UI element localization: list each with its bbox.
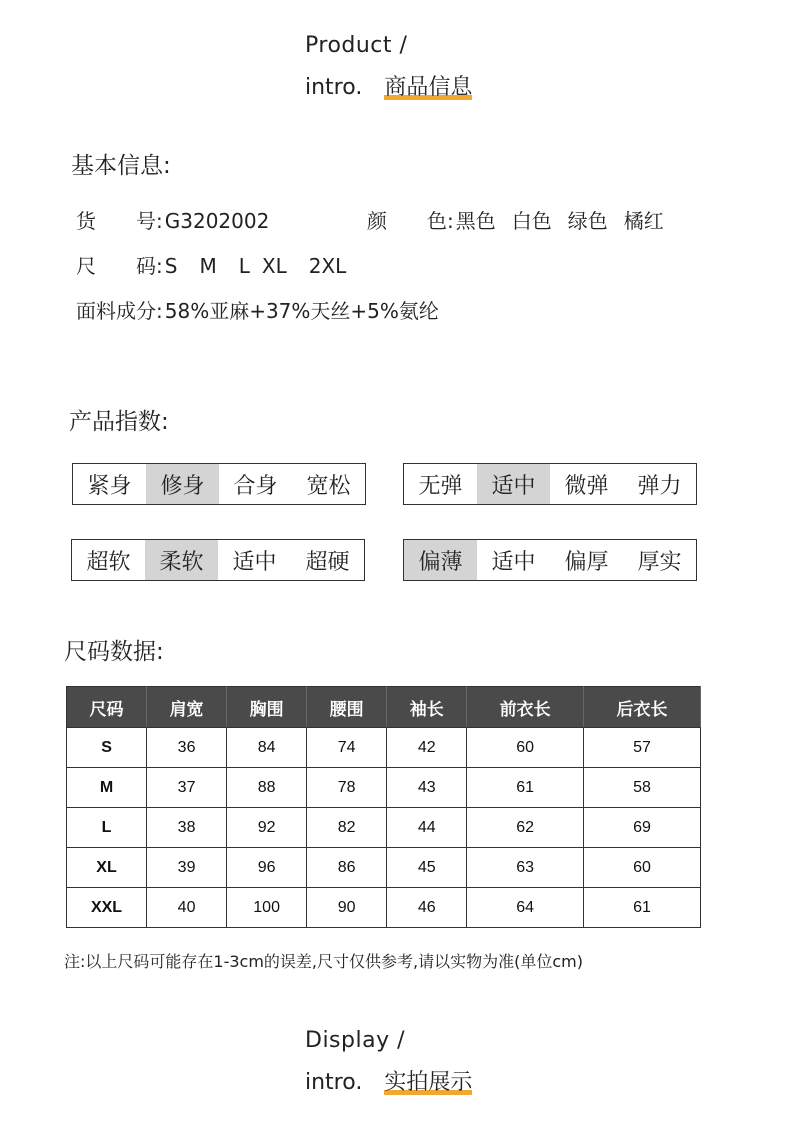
product-intro-en: intro.	[305, 75, 363, 100]
fabric-label: 面料成分:	[76, 299, 163, 323]
softness-option-1-selected: 柔软	[145, 540, 218, 580]
basic-info-title: 基本信息:	[71, 153, 171, 179]
table-cell: 38	[147, 808, 227, 848]
table-cell: 42	[387, 728, 467, 768]
fit-index-box	[72, 463, 366, 505]
color-value-2: 绿色	[567, 209, 608, 233]
size-row	[76, 250, 346, 279]
display-intro-cn: 实拍展示	[384, 1070, 473, 1095]
table-cell: 61	[467, 768, 584, 808]
softness-option-3: 超硬	[305, 549, 350, 575]
table-cell: 45	[387, 848, 467, 888]
thickness-option-3: 厚实	[637, 549, 682, 575]
color-value-3: 橘红	[623, 209, 664, 233]
header-shoulder: 肩宽	[147, 687, 227, 728]
elasticity-option-1-selected: 适中	[477, 464, 550, 504]
table-cell: 64	[467, 888, 584, 928]
table-cell: 100	[227, 888, 307, 928]
table-cell: 46	[387, 888, 467, 928]
header-front-length: 前衣长	[467, 687, 584, 728]
thickness-option-2: 偏厚	[564, 549, 609, 575]
table-cell: 62	[467, 808, 584, 848]
table-cell: 96	[227, 848, 307, 888]
item-no-value: G3202002	[164, 209, 270, 233]
table-cell: 69	[584, 808, 701, 848]
product-intro-line1: Product /	[305, 33, 408, 58]
table-cell: S	[67, 728, 147, 768]
item-no-row	[76, 205, 269, 234]
color-row	[367, 205, 664, 234]
table-cell: 92	[227, 808, 307, 848]
elasticity-index-box	[403, 463, 697, 505]
softness-index-box	[71, 539, 365, 581]
product-intro-line2	[305, 70, 472, 101]
size-value-0: S	[164, 254, 178, 278]
table-cell: 58	[584, 768, 701, 808]
fit-option-3: 宽松	[306, 473, 351, 499]
fit-option-1-selected: 修身	[146, 464, 219, 504]
softness-option-2: 适中	[232, 549, 277, 575]
color-value-0: 黑色	[455, 209, 496, 233]
thickness-option-0-selected: 偏薄	[404, 540, 477, 580]
size-data-title: 尺码数据:	[64, 639, 164, 665]
table-cell: 43	[387, 768, 467, 808]
table-cell: 90	[307, 888, 387, 928]
table-cell: 63	[467, 848, 584, 888]
table-cell: 57	[584, 728, 701, 768]
thickness-index-box	[403, 539, 697, 581]
table-cell: 36	[147, 728, 227, 768]
table-cell: 78	[307, 768, 387, 808]
table-cell: XXL	[67, 888, 147, 928]
table-row	[67, 808, 701, 848]
header-size: 尺码	[67, 687, 147, 728]
product-intro-cn-wrap	[384, 70, 472, 101]
size-label: 尺 码:	[76, 254, 163, 278]
table-cell: 60	[467, 728, 584, 768]
table-cell: 86	[307, 848, 387, 888]
table-cell: 37	[147, 768, 227, 808]
softness-option-0: 超软	[86, 549, 131, 575]
table-cell: M	[67, 768, 147, 808]
color-value-1: 白色	[511, 209, 552, 233]
fit-option-0: 紧身	[87, 473, 132, 499]
display-intro-line2	[305, 1065, 472, 1096]
table-row	[67, 768, 701, 808]
header-sleeve: 袖长	[387, 687, 467, 728]
table-cell: 40	[147, 888, 227, 928]
table-cell: 60	[584, 848, 701, 888]
header-back-length: 后衣长	[584, 687, 701, 728]
table-row	[67, 888, 701, 928]
color-label: 颜 色:	[367, 209, 454, 233]
elasticity-option-3: 弹力	[637, 473, 682, 499]
product-index-title: 产品指数:	[69, 409, 169, 435]
size-value-3: XL	[261, 254, 287, 278]
thickness-option-1: 适中	[491, 549, 536, 575]
product-intro-cn: 商品信息	[384, 75, 473, 100]
table-cell: L	[67, 808, 147, 848]
size-value-2: L	[238, 254, 250, 278]
elasticity-option-2: 微弹	[564, 473, 609, 499]
table-cell: 74	[307, 728, 387, 768]
table-row	[67, 848, 701, 888]
table-row	[67, 728, 701, 768]
table-cell: 61	[584, 888, 701, 928]
header-chest: 胸围	[227, 687, 307, 728]
table-cell: XL	[67, 848, 147, 888]
display-intro-line1: Display /	[305, 1028, 405, 1053]
display-intro-cn-wrap	[384, 1065, 472, 1096]
size-note: 注:以上尺码可能存在1-3cm的误差,尺寸仅供参考,请以实物为准(单位cm)	[64, 952, 583, 971]
table-cell: 39	[147, 848, 227, 888]
elasticity-option-0: 无弹	[418, 473, 463, 499]
size-value-4: 2XL	[308, 254, 347, 278]
item-no-label: 货 号:	[76, 209, 163, 233]
fabric-value: 58%亚麻+37%天丝+5%氨纶	[164, 299, 439, 323]
table-header-row	[67, 687, 701, 728]
table-cell: 44	[387, 808, 467, 848]
fit-option-2: 合身	[233, 473, 278, 499]
display-intro-en: intro.	[305, 1070, 363, 1095]
header-waist: 腰围	[307, 687, 387, 728]
table-cell: 82	[307, 808, 387, 848]
fabric-row	[76, 295, 439, 324]
size-table	[66, 686, 701, 928]
table-cell: 84	[227, 728, 307, 768]
size-value-1: M	[199, 254, 217, 278]
table-cell: 88	[227, 768, 307, 808]
